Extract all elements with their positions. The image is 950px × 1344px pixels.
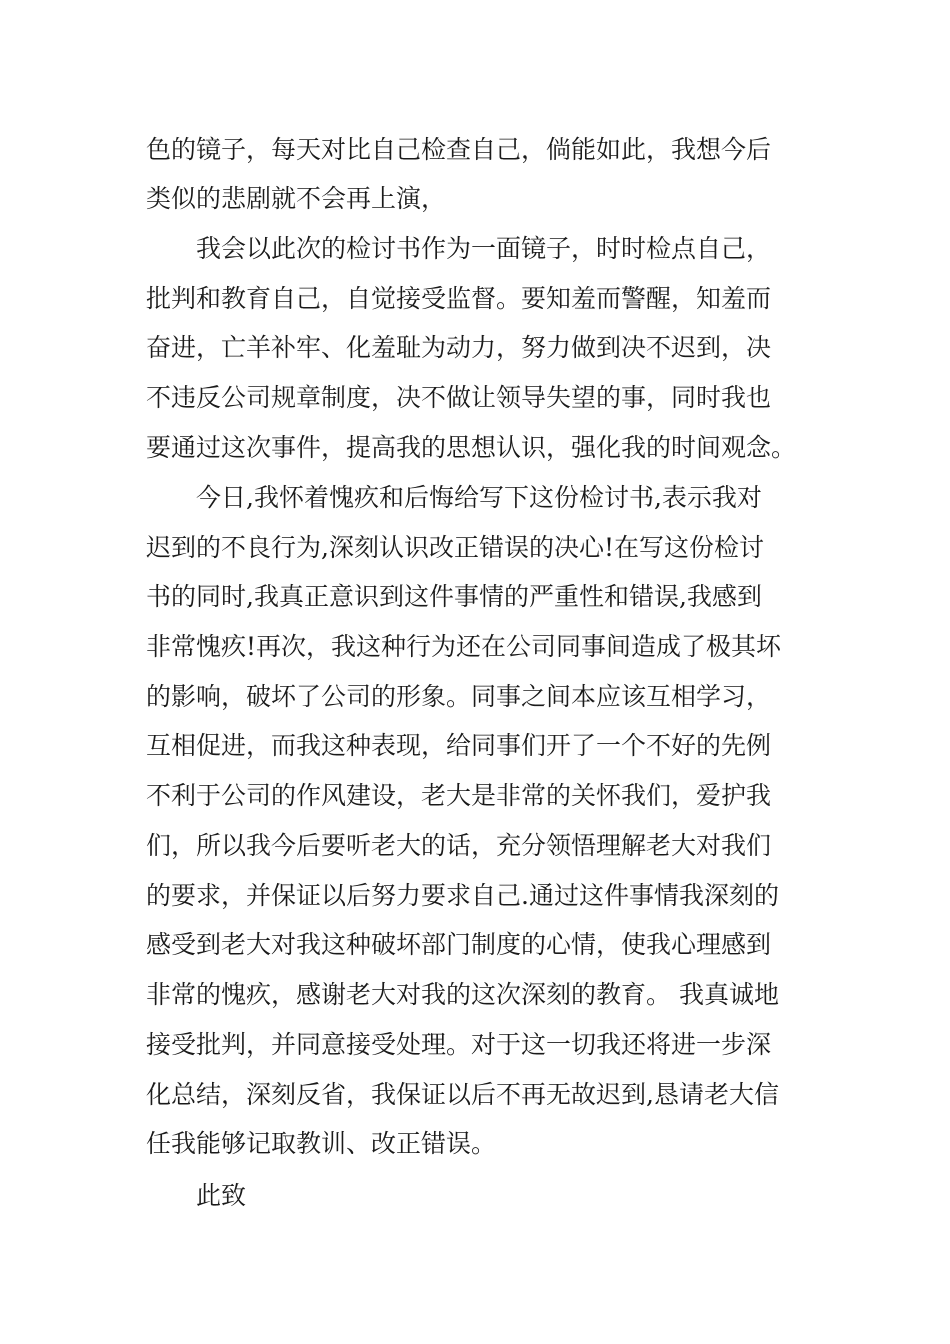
text-line: 任我能够记取教训、改正错误。 xyxy=(146,1129,497,1158)
text-line: 不违反公司规章制度，决不做让领导失望的事，同时我也 xyxy=(146,383,772,412)
closing-salutation: 此致 xyxy=(196,1181,247,1210)
text-line: 互相促进，而我这种表现，给同事们开了一个不好的先例 xyxy=(146,731,772,760)
text-line: 的影响，破坏了公司的形象。同事之间本应该互相学习， xyxy=(146,682,772,711)
text-line: 接受批判，并同意接受处理。对于这一切我还将进一步深 xyxy=(146,1030,772,1059)
text-line: 非常的愧疚，感谢老大对我的这次深刻的教育。 我真诚地 xyxy=(146,980,779,1009)
text-line: 书的同时,我真正意识到这件事情的严重性和错误,我感到 xyxy=(146,582,762,611)
text-line: 感受到老大对我这种破坏部门制度的心情，使我心理感到 xyxy=(146,930,772,959)
text-line: 的要求，并保证以后努力要求自己.通过这件事情我深刻的 xyxy=(146,881,779,910)
text-line: 类似的悲剧就不会再上演， xyxy=(146,184,447,213)
text-line: 迟到的不良行为,深刻认识改正错误的决心!在写这份检讨 xyxy=(146,533,764,562)
text-line: 非常愧疚!再次，我这种行为还在公司同事间造成了极其坏 xyxy=(146,632,782,661)
text-line: 们，所以我今后要听老大的话，充分领悟理解老大对我们 xyxy=(146,831,772,860)
paragraph-start-line: 今日,我怀着愧疚和后悔给写下这份检讨书,表示我对 xyxy=(196,483,762,512)
text-line: 色的镜子，每天对比自己检查自己，倘能如此，我想今后 xyxy=(146,135,772,164)
paragraph-start-line: 我会以此次的检讨书作为一面镜子，时时检点自己， xyxy=(196,234,772,263)
text-line: 要通过这次事件，提高我的思想认识，强化我的时间观念。 xyxy=(146,433,797,462)
text-line: 不利于公司的作风建设，老大是非常的关怀我们，爱护我 xyxy=(146,781,772,810)
text-line: 批判和教育自己，自觉接受监督。要知羞而警醒，知羞而 xyxy=(146,284,772,313)
text-line: 化总结，深刻反省，我保证以后不再无故迟到,恳请老大信 xyxy=(146,1080,779,1109)
text-line: 奋进，亡羊补牢、化羞耻为动力，努力做到决不迟到，决 xyxy=(146,333,772,362)
